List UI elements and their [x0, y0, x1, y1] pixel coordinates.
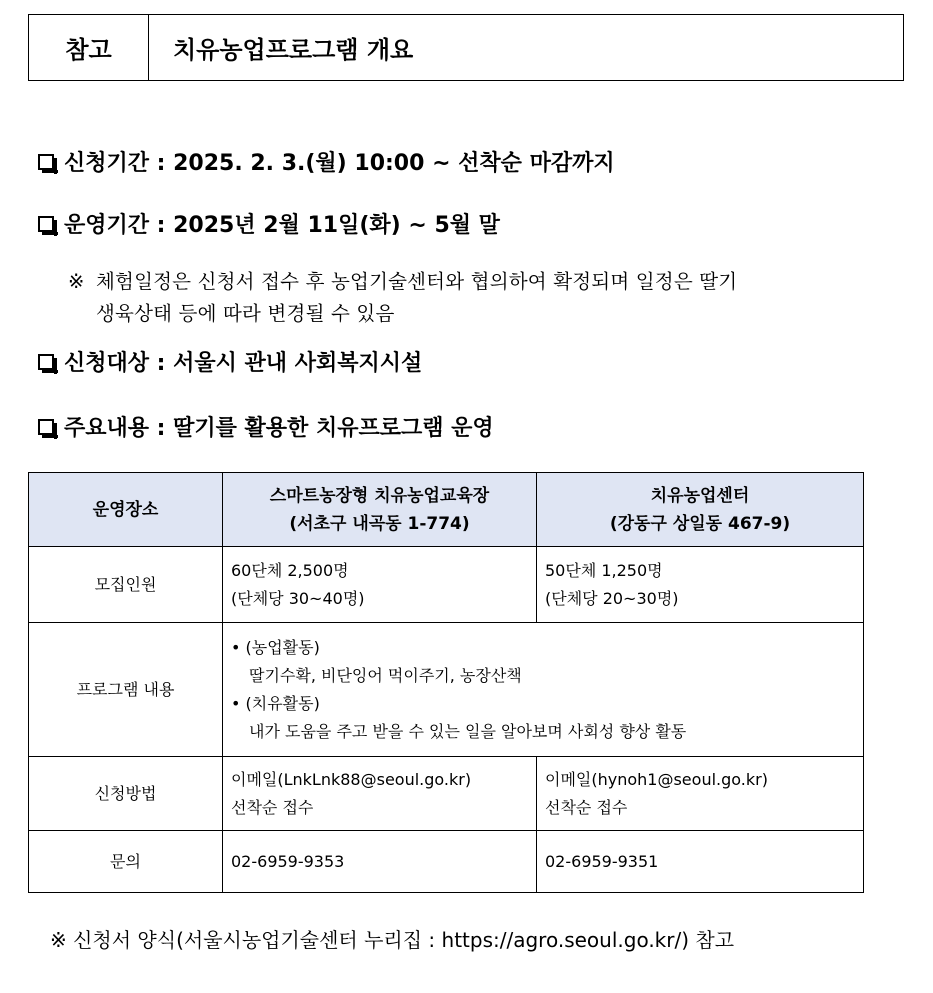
- table-row: [29, 623, 864, 757]
- table-row: [29, 547, 864, 623]
- section-operation-period: [38, 208, 500, 239]
- apply-healing-center-method: 선착순 접수: [545, 797, 628, 817]
- note-line-2: 생육상태 등에 따라 변경될 수 있음: [96, 302, 395, 325]
- apply-label: 신청방법: [29, 757, 223, 831]
- table-row: [29, 757, 864, 831]
- application-period-text: 신청기간 : 2025. 2. 3.(월) 10:00 ~ 선착순 마감까지: [64, 151, 615, 176]
- recruit-label: 모집인원: [29, 547, 223, 623]
- section-application-period: [38, 146, 615, 177]
- reference-header: [28, 14, 904, 81]
- program-label: 프로그램 내용: [29, 623, 223, 757]
- header-healing-center: [537, 473, 864, 547]
- note-line-1: 체험일정은 신청서 접수 후 농업기술센터와 협의하여 확정되며 일정은 딸기: [96, 270, 738, 293]
- apply-smart-farm-email[interactable]: 이메일(LnkLnk88@seoul.go.kr): [231, 769, 472, 789]
- recruit-healing-center-count: 50단체 1,250명: [545, 560, 663, 580]
- header-smart-farm-address: (서초구 내곡동 1-774): [289, 513, 470, 534]
- apply-healing-center-email[interactable]: 이메일(hynoh1@seoul.go.kr): [545, 769, 768, 789]
- operation-period-text: 운영기간 : 2025년 2월 11일(화) ~ 5월 말: [64, 213, 500, 238]
- header-smart-farm-name: 스마트농장형 치유농업교육장: [269, 485, 490, 506]
- checkbox-icon: [38, 216, 54, 232]
- main-content-text: 주요내용 : 딸기를 활용한 치유프로그램 운영: [64, 416, 494, 441]
- recruit-smart-farm: [223, 547, 537, 623]
- inquiry-label: 문의: [29, 831, 223, 893]
- section-target: [38, 346, 422, 377]
- program-bullet-farming: • (농업활동): [231, 634, 855, 662]
- apply-smart-farm-method: 선착순 접수: [231, 797, 314, 817]
- apply-smart-farm: [223, 757, 537, 831]
- program-healing-detail: 내가 도움을 주고 받을 수 있는 일을 알아보며 사회성 향상 활동: [249, 721, 687, 741]
- program-table: [28, 472, 864, 893]
- section-main-content: [38, 411, 494, 442]
- footnote: ※ 신청서 양식(서울시농업기술센터 누리집 : https://agro.seoul.go.kr/) 참고: [50, 928, 735, 952]
- program-farming-detail: 딸기수확, 비단잉어 먹이주기, 농장산책: [249, 665, 522, 685]
- target-text: 신청대상 : 서울시 관내 사회복지시설: [64, 351, 423, 376]
- checkbox-icon: [38, 154, 54, 170]
- checkbox-icon: [38, 419, 54, 435]
- reference-tag: 참고: [29, 15, 149, 80]
- header-location: 운영장소: [29, 473, 223, 547]
- program-bullet-healing: • (치유활동): [231, 690, 855, 718]
- header-healing-center-name: 치유농업센터: [650, 485, 750, 506]
- recruit-smart-farm-per-group: (단체당 30~40명): [231, 588, 365, 608]
- inquiry-smart-farm-phone: 02-6959-9353: [223, 831, 537, 893]
- apply-healing-center: [537, 757, 864, 831]
- table-header-row: [29, 473, 864, 547]
- checkbox-icon: [38, 354, 54, 370]
- recruit-healing-center-per-group: (단체당 20~30명): [545, 588, 679, 608]
- schedule-note: [68, 266, 878, 330]
- note-mark: ※: [68, 270, 85, 293]
- program-content: [223, 623, 864, 757]
- recruit-healing-center: [537, 547, 864, 623]
- header-smart-farm: [223, 473, 537, 547]
- recruit-smart-farm-count: 60단체 2,500명: [231, 560, 349, 580]
- inquiry-healing-center-phone: 02-6959-9351: [537, 831, 864, 893]
- table-row: [29, 831, 864, 893]
- page-title: 치유농업프로그램 개요: [173, 36, 414, 64]
- header-healing-center-address: (강동구 상일동 467-9): [609, 513, 791, 534]
